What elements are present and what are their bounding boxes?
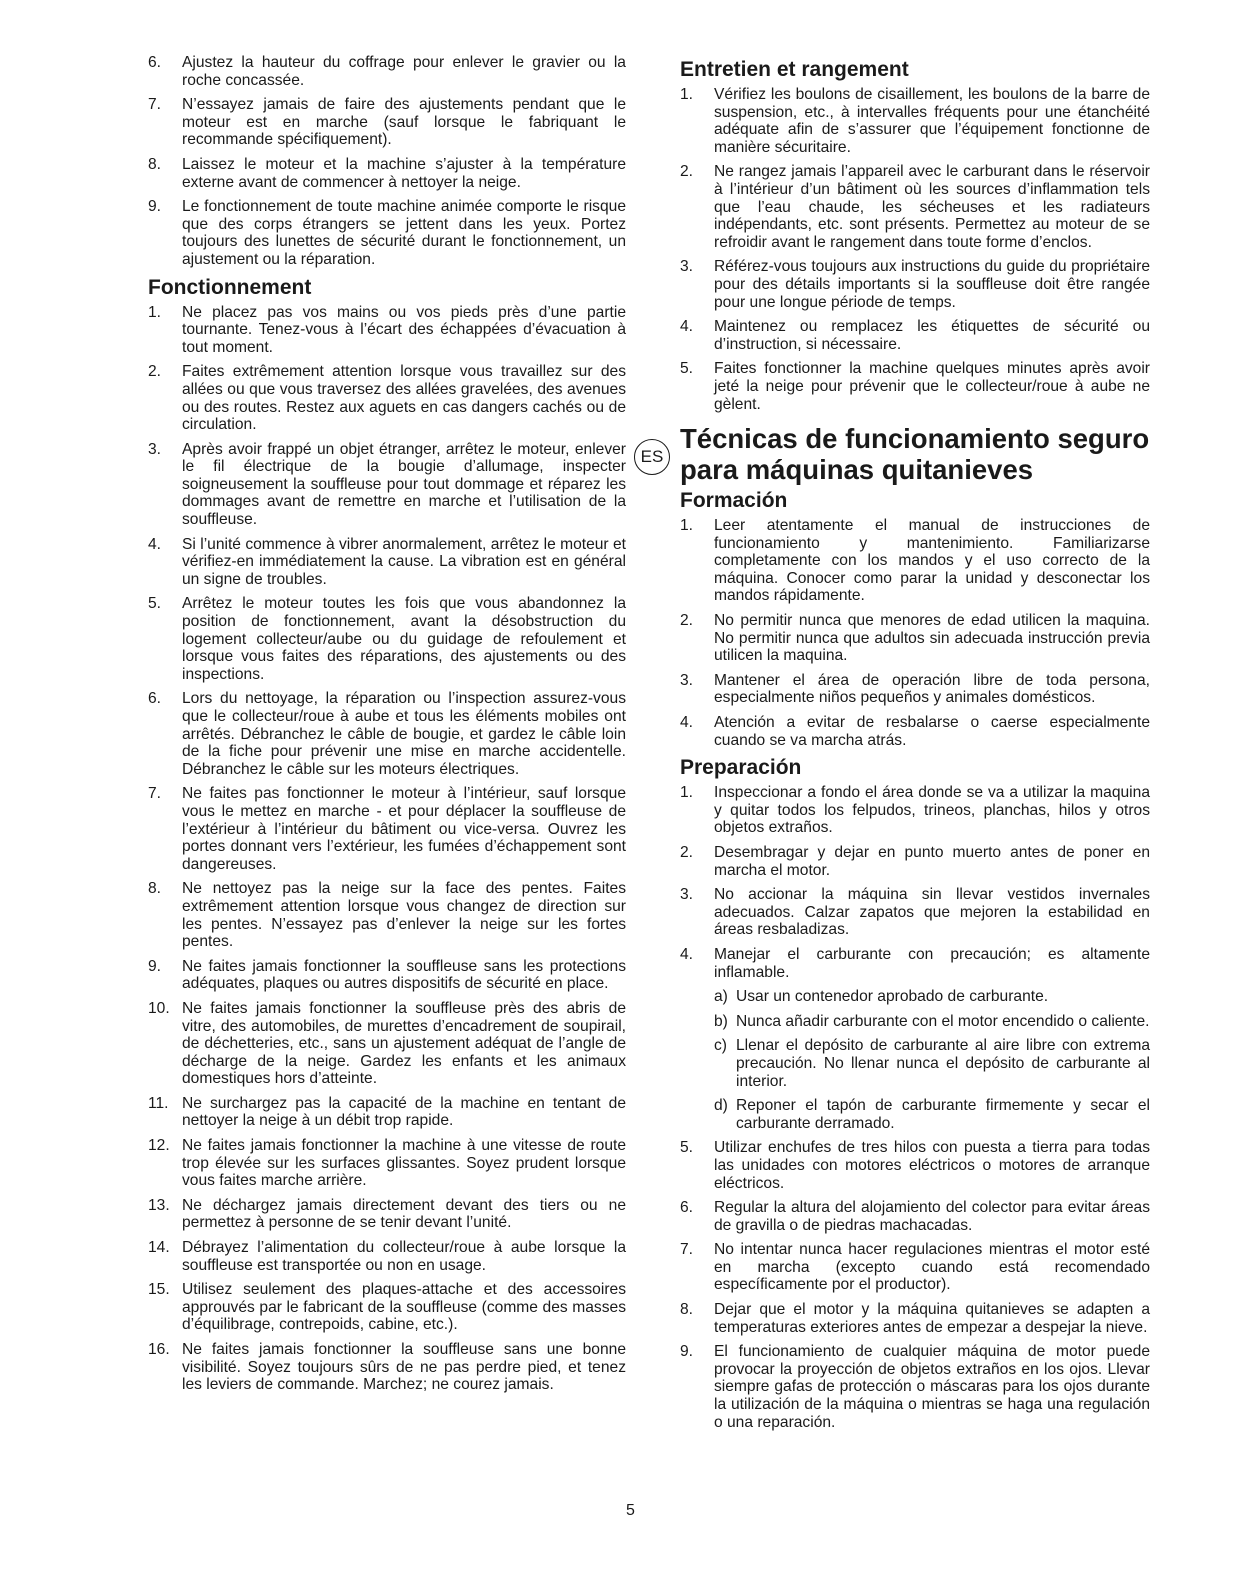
list-item (148, 304, 626, 357)
item-text: Desembragar y dejar en punto muerto antes de poner en marcha el motor. (714, 844, 1150, 879)
list-item (680, 672, 1150, 707)
item-number: 4. (680, 945, 694, 963)
list-item (680, 1241, 1150, 1294)
item-number: 5. (148, 595, 162, 613)
item-text: Ne déchargez jamais directement devant des tiers ou ne permettez à personne de se tenir devant l’unité. (182, 1196, 626, 1232)
item-text: El funcionamiento de cualquier máquina de motor puede provocar la proyección de objetos extraños en los ojos. Llevar siempre gafas de protección o máscaras para los ojos durante la utilización de la máquina o mientras se haga una regulación o una reparación. (714, 1343, 1150, 1431)
item-number: 6. (148, 690, 162, 708)
item-number: 9. (148, 198, 162, 216)
item-number: 5. (680, 360, 694, 378)
item-text: Utilisez seulement des plaques-attache et des accessoires approuvés par le fabricant de la souffleuse (comme des masses d’équilibrage, contrepoids, cabine, etc.). (182, 1281, 626, 1334)
item-text: Inspeccionar a fondo el área donde se va a utilizar la maquina y quitar todos los felpudos, trineos, planchas, hilos y otros objetos extraños. (714, 784, 1150, 837)
item-text: Maintenez ou remplacez les étiquettes de sécurité ou d’instruction, si nécessaire. (714, 318, 1150, 353)
item-text: Ne rangez jamais l’appareil avec le carburant dans le réservoir à l’intérieur d’un bâtiment où les sources d’inflammation tels que l’eau chaude, les sécheuses et les radiateurs indépendants, etc. sont présents. Permettez au moteur de se refroidir avant le rangement dans toute forme d’enclos. (714, 163, 1150, 251)
item-number: 1. (148, 303, 162, 321)
list-item (680, 86, 1150, 156)
item-text: Ne placez pas vos mains ou vos pieds près d’une partie tournante. Tenez-vous à l’écart des échappées d’évacuation à tout moment. (182, 303, 626, 356)
item-number: 2. (680, 844, 694, 861)
language-badge: ES (634, 439, 670, 475)
list-item (148, 785, 626, 873)
item-number: 8. (148, 155, 162, 173)
item-number: 13. (148, 1196, 170, 1214)
item-number: 6. (680, 1199, 694, 1217)
item-number: 15. (148, 1281, 170, 1299)
item-number: 6. (148, 54, 162, 71)
list-item (148, 536, 626, 589)
item-number: 1. (680, 517, 694, 535)
item-number: 12. (148, 1137, 170, 1155)
list-item (148, 1137, 626, 1190)
list-item (148, 363, 626, 433)
sub-item-letter: d) (714, 1097, 728, 1115)
list-items-top (148, 54, 626, 269)
spanish-section-title (640, 423, 1150, 486)
list-item (148, 156, 626, 191)
list-item (148, 880, 626, 950)
item-text: Vérifiez les boulons de cisaillement, les boulons de la barre de suspension, etc., à intervalles fréquents pour une étanchéité adéquate afin de s’assurer que l’équipement fonctionne de manière sécuritaire. (714, 86, 1150, 156)
item-text: Regular la altura del alojamiento del colector para evitar áreas de gravilla o de piedras machacadas. (714, 1199, 1150, 1234)
formacion-heading: Formación (680, 489, 788, 513)
item-text: Mantener el área de operación libre de toda persona, especialmente niños pequeños y animales domésticos. (714, 671, 1150, 707)
item-number: 8. (680, 1301, 694, 1319)
list-item (680, 163, 1150, 251)
item-text: Après avoir frappé un objet étranger, arrêtez le moteur, enlever le fil électrique de la bougie d’allumage, inspecter soigneusement la souffleuse pour tout dommage et réparez les dommages avant de remettre en marche et l’utilisation de la souffleuse. (182, 440, 626, 529)
item-text: Ne faites pas fonctionner le moteur à l’intérieur, sauf lorsque vous le mettez en marche - et pour déplacer la souffleuse de l’extérieur à l’intérieur du bâtiment ou vice-versa. Ouvrez les portes donnant vers l’extérieur, les fumées d’échappement sont dangereuses. (182, 785, 626, 873)
list-item (680, 844, 1150, 879)
sub-list (714, 988, 1150, 1132)
list-item (680, 714, 1150, 749)
preparacion-heading: Preparación (680, 756, 802, 780)
list-item (148, 1197, 626, 1232)
item-number: 14. (148, 1239, 170, 1257)
item-number: 1. (680, 86, 694, 103)
item-text: Ne faites jamais fonctionner la machine à une vitesse de route trop élevée sur les surfaces glissantes. Soyez prudent lorsque vous faites marche arrière. (182, 1137, 626, 1190)
list-item (148, 958, 626, 993)
list-item (680, 612, 1150, 665)
item-number: 8. (148, 880, 162, 898)
item-number: 3. (680, 886, 694, 904)
sub-list-item (714, 1013, 1150, 1031)
item-text: Ne faites jamais fonctionner la souffleuse près des abris de vitre, des automobiles, de murettes d’encadrement de soupirail, de déchetteries, etc., sans un ajustement adéquat de l’angle de décharge de la neige. Gardez les enfants et les animaux domestiques hors d’atteinte. (182, 999, 626, 1088)
item-text: Ne surchargez pas la capacité de la machine en tentant de nettoyer la neige à un débit trop rapide. (182, 1094, 626, 1130)
item-number: 4. (680, 318, 694, 336)
list-item (680, 1301, 1150, 1336)
item-number: 10. (148, 999, 170, 1017)
list-item (680, 1199, 1150, 1234)
item-number: 9. (680, 1343, 694, 1361)
sub-item-text: Llenar el depósito de carburante al aire libre con extrema precaución. No llenar nunca el depósito de carburante al interior. (736, 1037, 1150, 1090)
list-preparacion (680, 784, 1150, 1431)
item-text: Faites fonctionner la machine quelques minutes après avoir jeté la neige pour prévenir que le collecteur/roue à aube ne gèlent. (714, 360, 1150, 413)
list-item (680, 886, 1150, 939)
right-column (640, 54, 1150, 1438)
sub-list-item (714, 1037, 1150, 1090)
item-text: Utilizar enchufes de tres hilos con puesta a tierra para todas las unidades con motores eléctricos o motores de arranque eléctricos. (714, 1139, 1150, 1192)
list-item (148, 96, 626, 149)
item-number: 2. (680, 163, 694, 181)
item-number: 4. (680, 714, 694, 732)
item-number: 11. (148, 1094, 169, 1112)
item-text: No intentar nunca hacer regulaciones mientras el motor esté en marcha (excepto cuando está recomendado específicamente por el productor). (714, 1241, 1150, 1294)
list-item (680, 360, 1150, 413)
list-item (680, 946, 1150, 1132)
list-item (680, 318, 1150, 353)
item-text: N’essayez jamais de faire des ajustements pendant que le moteur est en marche (sauf lorsque le fabriquant le recommande spécifiquement). (182, 96, 626, 149)
list-fonctionnement (148, 304, 626, 1394)
sub-item-text: Usar un contenedor aprobado de carburante. (736, 988, 1049, 1006)
item-text: Laissez le moteur et la machine s’ajuster à la température externe avant de commencer à nettoyer la neige. (182, 155, 626, 191)
item-number: 16. (148, 1341, 170, 1358)
sub-item-text: Nunca añadir carburante con el motor encendido o caliente. (736, 1012, 1150, 1030)
list-entretien (680, 86, 1150, 413)
sub-list-item (714, 1097, 1150, 1132)
sub-item-letter: c) (714, 1037, 727, 1055)
item-number: 3. (148, 440, 162, 458)
spanish-title-text: Técnicas de funcionamiento seguro para máquinas quitanieves (680, 423, 1150, 486)
list-item (148, 54, 626, 89)
item-text: Ne faites jamais fonctionner la souffleuse sans les protections adéquates, plaques ou autres dispositifs de sécurité en place. (182, 957, 626, 993)
item-text: Dejar que el motor y la máquina quitanieves se adapten a temperaturas exteriores antes de empezar a despejar la nieve. (714, 1301, 1150, 1336)
page-number: 5 (626, 1502, 635, 1519)
list-item (148, 690, 626, 778)
item-text: Leer atentamente el manual de instrucciones de funcionamiento y mantenimiento. Familiarizarse completamente con los mandos y el uso correcto de la máquina. Conocer como parar la unidad y desconectar los mandos rápidamente. (714, 517, 1150, 605)
item-text: Lors du nettoyage, la réparation ou l’inspection assurez-vous que le collecteur/roue à aube et tous les éléments mobiles ont arrêtés. Débranchez le câble de bougie, et gardez le câble loin de la fiche pour prévenir une mise en marche accidentelle. Débranchez le câble sur les moteurs électriques. (182, 690, 626, 778)
entretien-heading: Entretien et rangement (680, 58, 909, 81)
item-text: Ajustez la hauteur du coffrage pour enlever le gravier ou la roche concassée. (182, 54, 626, 89)
item-text: No accionar la máquina sin llevar vestidos invernales adecuados. Calzar zapatos que mejoren la estabilidad en áreas resbaladizas. (714, 886, 1150, 939)
item-number: 7. (680, 1241, 694, 1259)
list-item (680, 258, 1150, 311)
item-text: Débrayez l’alimentation du collecteur/roue à aube lorsque la souffleuse est transportée ou non en usage. (182, 1239, 626, 1274)
left-column (148, 54, 626, 1401)
item-text: Le fonctionnement de toute machine animée comporte le risque que des corps étrangers se jettent dans les yeux. Portez toujours des lunettes de sécurité durant le fonctionnement, un ajustement ou la réparation. (182, 198, 626, 268)
item-number: 2. (680, 612, 694, 630)
list-item (148, 1341, 626, 1394)
list-item (148, 1095, 626, 1130)
list-item (148, 595, 626, 683)
item-text: Arrêtez le moteur toutes les fois que vous abandonnez la position de fonctionnement, avant la désobstruction du logement collecteur/aube ou du guidage de refoulement et lorsque vous faites des réparations, des ajustements ou des inspections. (182, 595, 626, 683)
sub-list-item (714, 988, 1150, 1006)
item-number: 4. (148, 535, 162, 553)
sub-item-letter: a) (714, 988, 728, 1006)
item-number: 7. (148, 96, 162, 114)
list-item (148, 441, 626, 529)
item-number: 7. (148, 785, 162, 803)
list-item (148, 198, 626, 268)
list-item (148, 1281, 626, 1334)
item-text: Référez-vous toujours aux instructions du guide du propriétaire pour des détails importants si la souffleuse doit être rangée pour une longue période de temps. (714, 258, 1150, 311)
item-text: Faites extrêmement attention lorsque vous travaillez sur des allées ou que vous traversez des allées gravelées, des avenues ou des routes. Restez aux aguets en cas dangers cachés ou de circulation. (182, 363, 626, 434)
list-item (148, 1000, 626, 1088)
item-number: 9. (148, 957, 162, 975)
list-item (680, 517, 1150, 605)
item-number: 1. (680, 784, 694, 802)
sub-item-letter: b) (714, 1012, 728, 1030)
item-text: Si l’unité commence à vibrer anormalement, arrêtez le moteur et vérifiez-en immédiatement la cause. La vibration est en général un signe de troubles. (182, 535, 626, 588)
item-text: No permitir nunca que menores de edad utilicen la maquina. No permitir nunca que adultos sin adecuada instrucción previa utilicen la maquina. (714, 612, 1150, 665)
item-number: 3. (680, 258, 694, 276)
list-item (680, 784, 1150, 837)
list-formacion (680, 517, 1150, 749)
fonctionnement-heading: Fonctionnement (148, 275, 312, 299)
item-text: Manejar el carburante con precaución; es altamente inflamable. (714, 945, 1150, 981)
item-text: Atención a evitar de resbalarse o caerse especialmente cuando se va marcha atrás. (714, 714, 1150, 749)
item-number: 2. (148, 363, 162, 381)
item-number: 3. (680, 671, 694, 689)
item-number: 5. (680, 1139, 694, 1157)
list-item (680, 1139, 1150, 1192)
sub-item-text: Reponer el tapón de carburante firmemente y secar el carburante derramado. (736, 1097, 1150, 1132)
list-item (148, 1239, 626, 1274)
item-text: Ne faites jamais fonctionner la souffleuse sans une bonne visibilité. Soyez toujours sûrs de ne pas perdre pied, et tenez les leviers de commande. Marchez; ne courez jamais. (182, 1341, 626, 1394)
item-text: Ne nettoyez pas la neige sur la face des pentes. Faites extrêmement attention lorsque vous changez de direction sur les pentes. N’essayez pas d’enlever la neige sur les fortes pentes. (182, 880, 626, 951)
list-item (680, 1343, 1150, 1431)
